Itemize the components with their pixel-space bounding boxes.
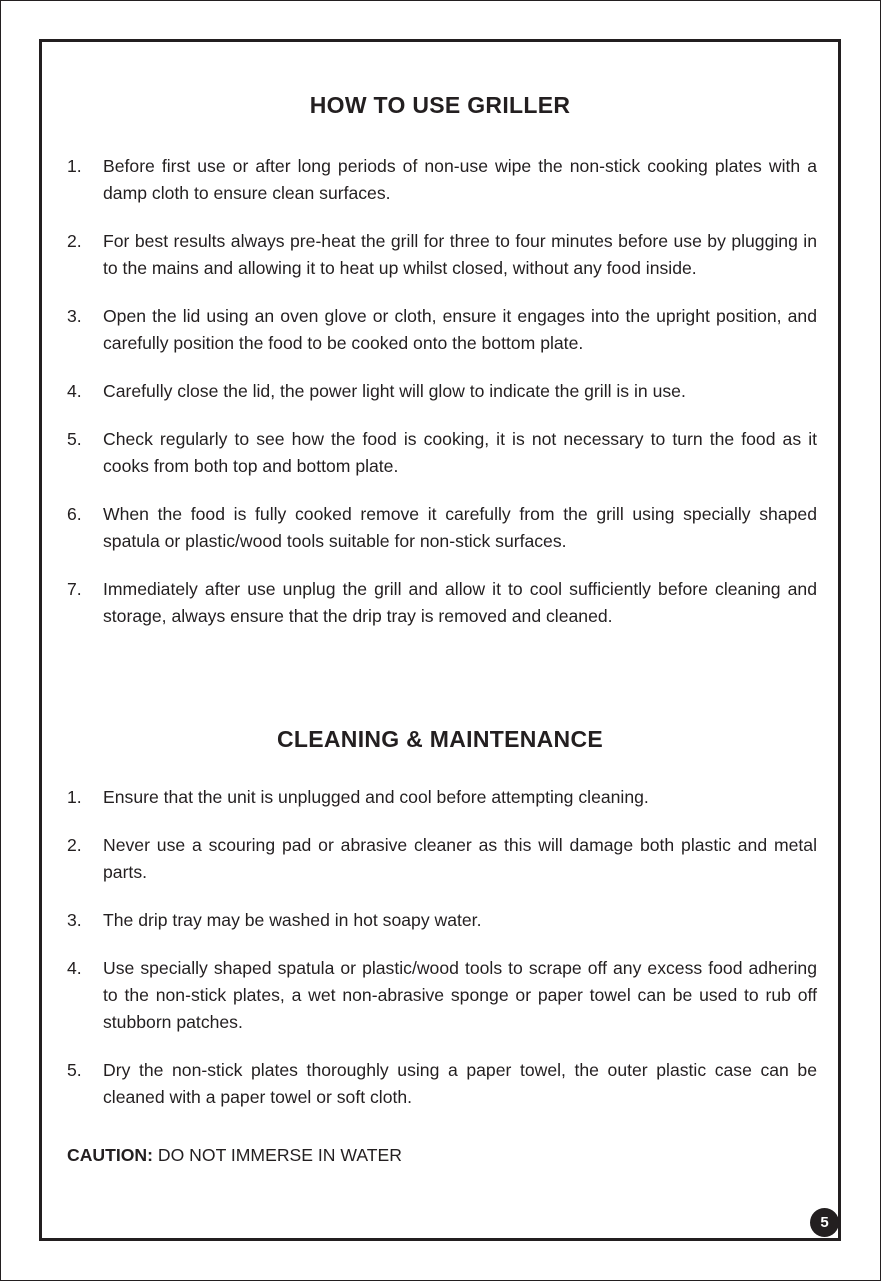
list-item [67, 378, 817, 405]
list-item [67, 153, 817, 207]
caution-text: DO NOT IMMERSE IN WATER [157, 1145, 402, 1165]
how-to-use-steps [67, 153, 817, 630]
step-number: 2. [67, 231, 82, 251]
step-number: 5. [67, 429, 82, 449]
step-number: 5. [67, 1060, 82, 1080]
list-item [67, 303, 817, 357]
list-item [67, 228, 817, 282]
cleaning-title: CLEANING & MAINTENANCE [276, 726, 604, 752]
list-item [67, 955, 817, 1036]
step-number: 3. [67, 306, 82, 326]
list-item [67, 501, 817, 555]
list-item [67, 832, 817, 886]
step-text: Check regularly to see how the food is cooking, it is not necessary to turn the food as it cooks from both top and bottom plate. [103, 429, 817, 476]
step-text: When the food is fully cooked remove it carefully from the grill using specially shaped spatula or plastic/wood tools suitable for non-stick surfaces. [103, 504, 817, 551]
step-number: 3. [67, 910, 82, 930]
step-text: For best results always pre-heat the grill for three to four minutes before use by plugging in to the mains and allowing it to heat up whilst closed, without any food inside. [103, 231, 817, 278]
step-number: 4. [67, 381, 82, 401]
step-text: Ensure that the unit is unplugged and cool before attempting cleaning. [103, 787, 649, 807]
step-number: 1. [67, 156, 82, 176]
step-number: 4. [67, 958, 82, 978]
page-number-badge: 5 [810, 1208, 839, 1237]
list-item [67, 1057, 817, 1111]
step-text: Open the lid using an oven glove or cloth, ensure it engages into the upright position, and carefully position the food to be cooked onto the bottom plate. [103, 306, 817, 353]
list-item [67, 426, 817, 480]
step-number: 2. [67, 835, 82, 855]
page-frame [39, 39, 841, 1241]
list-item [67, 784, 817, 811]
step-text: Dry the non-stick plates thoroughly using a paper towel, the outer plastic case can be cleaned with a paper towel or soft cloth. [103, 1060, 817, 1107]
how-to-use-title: HOW TO USE GRILLER [309, 92, 571, 118]
step-number: 1. [67, 787, 82, 807]
step-text: The drip tray may be washed in hot soapy water. [103, 910, 482, 930]
step-number: 6. [67, 504, 82, 524]
caution-label: CAUTION: [67, 1145, 154, 1165]
caution-note [67, 1142, 402, 1169]
step-text: Carefully close the lid, the power light will glow to indicate the grill is in use. [103, 381, 686, 401]
cleaning-steps [67, 784, 817, 1111]
step-text: Use specially shaped spatula or plastic/wood tools to scrape off any excess food adhering to the non-stick plates, a wet non-abrasive sponge or paper towel can be used to rub off stubborn patches. [103, 958, 817, 1032]
step-text: Before first use or after long periods of non-use wipe the non-stick cooking plates with a damp cloth to ensure clean surfaces. [103, 156, 817, 203]
step-number: 7. [67, 579, 82, 599]
step-text: Never use a scouring pad or abrasive cleaner as this will damage both plastic and metal parts. [103, 835, 817, 882]
list-item [67, 576, 817, 630]
step-text: Immediately after use unplug the grill and allow it to cool sufficiently before cleaning and storage, always ensure that the drip tray is removed and cleaned. [103, 579, 817, 626]
list-item [67, 907, 817, 934]
